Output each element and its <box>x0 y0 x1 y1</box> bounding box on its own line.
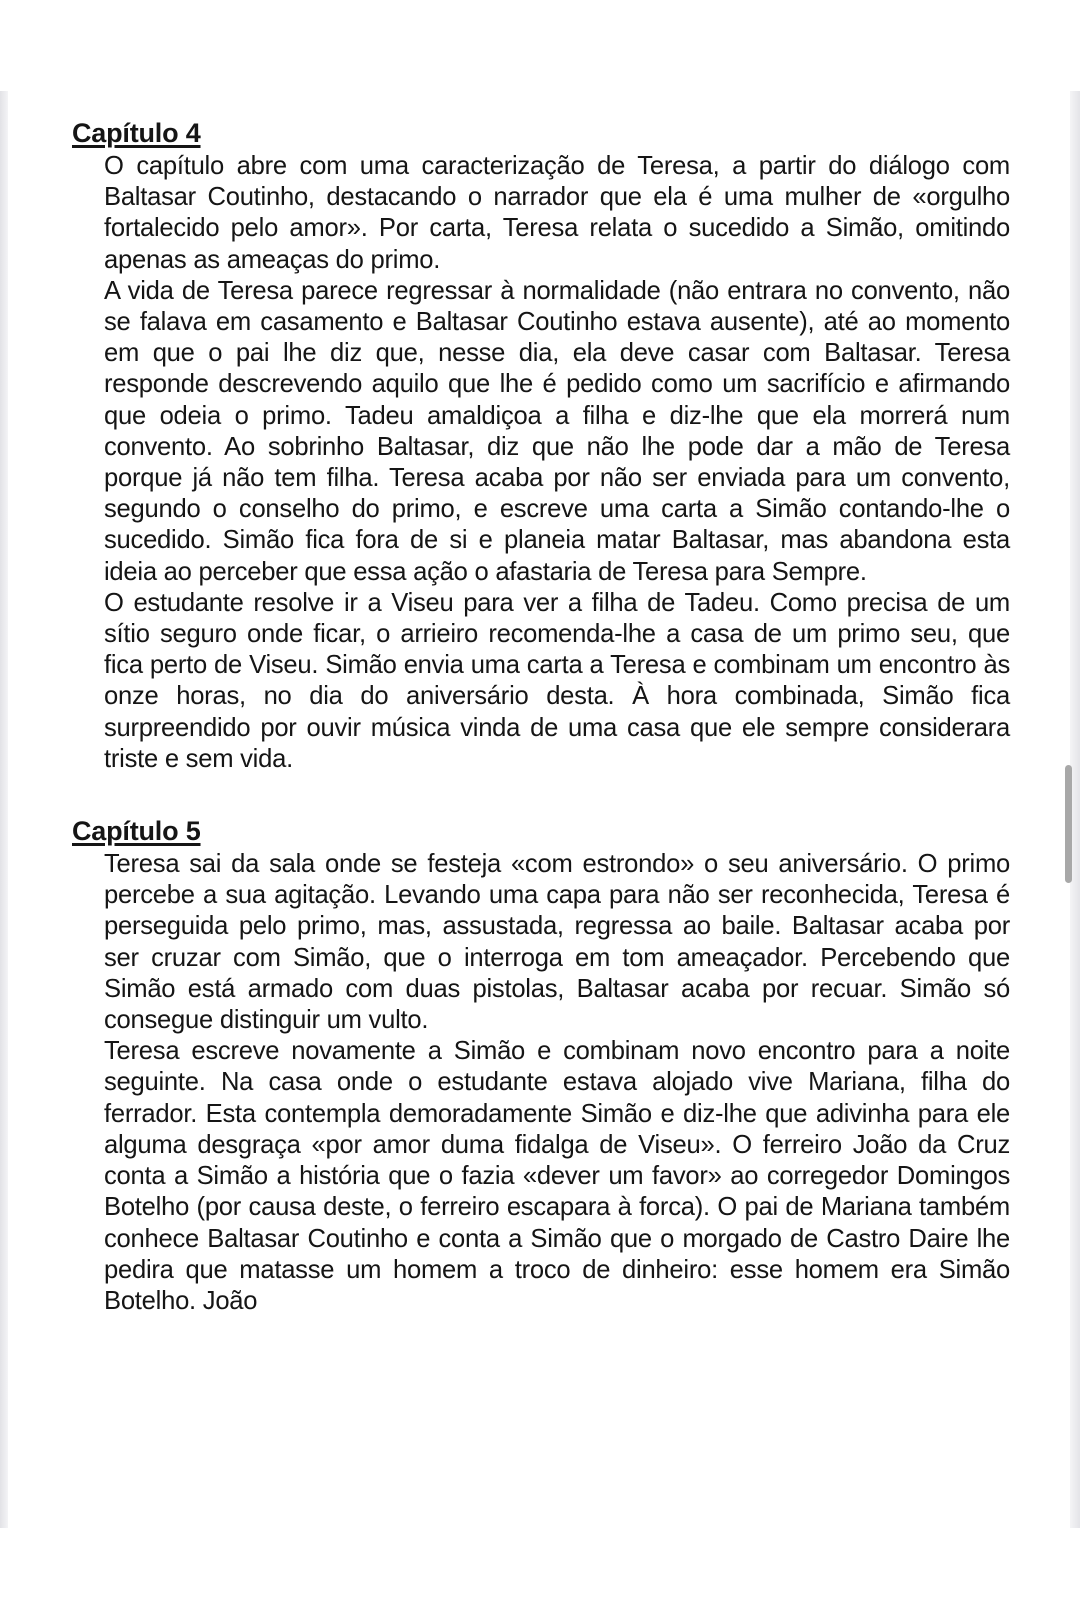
paragraph: A vida de Teresa parece regressar à normalidade (não entrara no convento, não se falava em casamento e Baltasar Coutinho estava ausente), até ao momento em que o pai lhe diz que, nesse dia, ela deve casar com Baltasar. Teresa responde descrevendo aquilo que lhe é pedido como um sacrifício e afirmando que odeia o primo. Tadeu amaldiçoa a filha e diz-lhe que ela morrerá num convento. Ao sobrinho Baltasar, diz que não lhe pode dar a mão de Teresa porque já não tem filha. Teresa acaba por não ser enviada para um convento, segundo o conselho do primo, e escreve uma carta a Simão contando-lhe o sucedido. Simão fica fora de si e planeia matar Baltasar, mas abandona esta ideia ao perceber que essa ação o afastaria de Teresa para Sempre. <box>104 276 1010 586</box>
chapter-5 <box>72 815 1008 1317</box>
left-edge-shadow <box>0 91 8 1528</box>
paragraph: Teresa sai da sala onde se festeja «com estrondo» o seu aniversário. O primo percebe a sua agitação. Levando uma capa para não ser reconhecida, Teresa é perseguida pelo primo, mas, assustada, regressa ao baile. Baltasar acaba por ser cruzar com Simão, que o interroga em tom ameaçador. Percebendo que Simão está armado com duas pistolas, Baltasar acaba por recuar. Simão só consegue distinguir um vulto. <box>104 850 1010 1035</box>
scrollbar-thumb[interactable] <box>1065 765 1072 883</box>
chapter-title: Capítulo 4 <box>72 118 201 148</box>
paragraph: Teresa escreve novamente a Simão e combinam novo encontro para a noite seguinte. Na casa onde o estudante estava alojado vive Mariana, filha do ferrador. Esta contempla demoradamente Simão e diz-lhe que adivinha para ele alguma desgraça «por amor duma fidalga de Viseu». O ferreiro João da Cruz conta a Simão a história que o fazia «dever um favor» ao corregedor Domingos Botelho (por causa deste, o ferreiro escapara à forca). O pai de Mariana também conhece Baltasar Coutinho e conta a Simão que o morgado de Castro Daire lhe pedira que matasse um homem a troco de dinheiro: esse homem era Simão Botelho. João <box>104 1037 1010 1315</box>
paragraph: O capítulo abre com uma caracterização de Teresa, a partir do diálogo com Baltasar Coutinho, destacando o narrador que ela é uma mulher de «orgulho fortalecido pelo amor». Por carta, Teresa relata o sucedido a Simão, omitindo apenas as ameaças do primo. <box>104 152 1010 274</box>
paragraph: O estudante resolve ir a Viseu para ver a filha de Tadeu. Como precisa de um sítio seguro onde ficar, o arrieiro recomenda-lhe a casa de um primo seu, que fica perto de Viseu. Simão envia uma carta a Teresa e combinam um encontro às onze horas, no dia do aniversário desta. À hora combinada, Simão fica surpreendido por ouvir música vinda de uma casa que ele sempre considerara triste e sem vida. <box>104 588 1010 773</box>
document-viewport <box>0 91 1080 1528</box>
chapter-4 <box>72 117 1008 775</box>
document-page <box>72 117 1008 1317</box>
chapter-title: Capítulo 5 <box>72 816 201 847</box>
